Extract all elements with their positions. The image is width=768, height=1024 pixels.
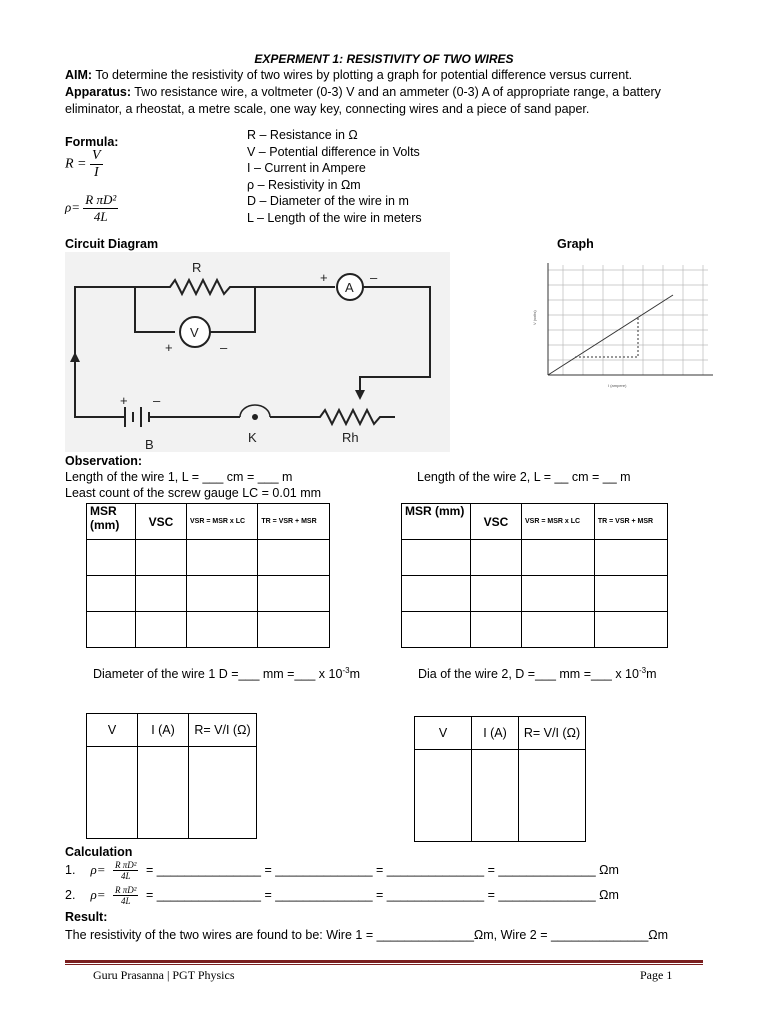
diameter-wire-2-exp: -3: [638, 666, 647, 675]
diameter-wire-2: [418, 666, 657, 681]
label-ammeter-plus: +: [320, 270, 328, 285]
calc-row-2-blanks: = _______________ = ______________ = ______________ = ______________ Ωm: [145, 887, 619, 902]
circuit-label: Circuit Diagram: [65, 237, 159, 251]
calc-row-2-lhs: ρ=: [90, 886, 106, 902]
footer-author: Guru Prasanna | PGT Physics: [93, 968, 235, 982]
cell[interactable]: [522, 576, 595, 612]
table-row: [87, 747, 257, 839]
vi-graph: [528, 255, 718, 390]
legend-i: I – Current in Ampere: [247, 161, 366, 175]
length-wire-1: Length of the wire 1, L = ___ cm = ___ m: [65, 470, 293, 484]
table-row: [87, 714, 257, 747]
least-count: Least count of the screw gauge LC = 0.01 mm: [65, 486, 322, 500]
table-row: [402, 612, 668, 648]
graph-x-label: I (ampere): [608, 383, 627, 388]
cell[interactable]: [187, 576, 258, 612]
formula-rho-lhs: ρ=: [65, 199, 81, 215]
vi-table-1: [86, 713, 257, 839]
table-row: [87, 576, 330, 612]
circuit-diagram: [65, 252, 450, 452]
apparatus-text: Two resistance wire, a voltmeter (0-3) V and an ammeter (0-3) A of appropriate range, a battery eliminator, a rheostat, a metre scale, one way key, connecting wires and a piece of sand paper.: [65, 85, 661, 116]
formula-rho: [65, 192, 118, 225]
label-voltmeter-plus: +: [165, 340, 173, 355]
table-row: [402, 504, 668, 540]
label-b: B: [145, 437, 154, 452]
header-vsc: VSC: [136, 504, 187, 540]
diameter-wire-1-unit: m: [349, 667, 360, 682]
diameter-wire-1-exp: -3: [342, 666, 350, 675]
header-msr: MSR (mm): [402, 504, 471, 540]
cell[interactable]: [87, 747, 138, 839]
legend-r: R – Resistance in Ω: [247, 128, 358, 142]
cell[interactable]: [594, 540, 667, 576]
diameter-wire-2-text: Dia of the wire 2, D =___ mm =___ x 10: [418, 667, 639, 682]
formula-r: [65, 148, 103, 181]
cell[interactable]: [87, 540, 136, 576]
cell[interactable]: [471, 540, 522, 576]
screw-gauge-table-1: [86, 503, 330, 648]
header-r: R= V/I (Ω): [519, 717, 586, 750]
circuit-background: [65, 252, 450, 452]
aim-label: AIM:: [65, 68, 93, 82]
cell[interactable]: [402, 576, 471, 612]
footer-divider: [65, 960, 703, 963]
length-wire-2: Length of the wire 2, L = __ cm = __ m: [417, 470, 631, 484]
cell[interactable]: [472, 750, 519, 842]
key-dot: [252, 414, 258, 420]
cell[interactable]: [258, 612, 330, 648]
label-a: A: [345, 280, 354, 295]
calc-row-2-den: 4L: [120, 896, 131, 906]
table-row: [415, 717, 586, 750]
cell[interactable]: [415, 750, 472, 842]
calc-row-2-number: 2.: [65, 887, 76, 902]
cell[interactable]: [87, 612, 136, 648]
diameter-wire-1-text: Diameter of the wire 1 D =___ mm =___ x 10: [93, 667, 343, 682]
calc-row-1-lhs: ρ=: [90, 861, 106, 877]
table-row: [402, 576, 668, 612]
header-msr: MSR (mm): [87, 504, 136, 540]
header-v: V: [415, 717, 472, 750]
formula-rho-num: R πD²: [85, 192, 117, 207]
calculation-label: Calculation: [65, 845, 133, 859]
header-r: R= V/I (Ω): [189, 714, 257, 747]
header-vsr: VSR = MSR x LC: [187, 504, 258, 540]
aim: [65, 67, 705, 84]
formula-legend: [247, 127, 422, 226]
header-i: I (A): [138, 714, 189, 747]
calc-row-1-den: 4L: [120, 871, 131, 881]
cell[interactable]: [136, 576, 187, 612]
header-i: I (A): [472, 717, 519, 750]
legend-d: D – Diameter of the wire in m: [247, 194, 409, 208]
page-title: EXPERMENT 1: RESISTIVITY OF TWO WIRES: [254, 52, 514, 66]
cell[interactable]: [258, 540, 330, 576]
vi-table-2: [414, 716, 586, 842]
calculation-row-2: [65, 885, 619, 906]
formula-label: Formula:: [65, 135, 119, 149]
calc-row-1-num: R πD²: [114, 860, 137, 870]
diameter-wire-2-unit: m: [646, 667, 657, 682]
cell[interactable]: [522, 612, 595, 648]
graph-y-label: V (volts): [532, 310, 537, 325]
label-battery-plus: +: [120, 393, 128, 408]
cell[interactable]: [471, 612, 522, 648]
formula-r-den: I: [93, 165, 99, 180]
table-row: [87, 612, 330, 648]
cell[interactable]: [402, 540, 471, 576]
aim-text: To determine the resistivity of two wires by plotting a graph for potential difference versus current.: [92, 68, 633, 82]
cell[interactable]: [258, 576, 330, 612]
screw-gauge-table-2: [401, 503, 668, 648]
calc-row-2-num: R πD²: [114, 885, 137, 895]
cell[interactable]: [136, 612, 187, 648]
cell[interactable]: [189, 747, 257, 839]
label-ammeter-minus: –: [370, 270, 378, 285]
calculation-row-1: [65, 860, 619, 881]
label-k: K: [248, 430, 257, 445]
formula-r-num: V: [92, 148, 101, 163]
footer-divider-thin: [65, 964, 703, 965]
result-text: The resistivity of the two wires are found to be: Wire 1 = ______________Ωm, Wire 2 = ______________Ωm: [65, 928, 669, 942]
cell[interactable]: [594, 576, 667, 612]
observation-label: Observation:: [65, 454, 143, 468]
table-row: [415, 750, 586, 842]
label-r: R: [192, 260, 202, 275]
header-tr: TR = VSR + MSR: [594, 504, 667, 540]
table-row: [87, 540, 330, 576]
label-voltmeter-minus: –: [220, 340, 228, 355]
formula-rho-den: 4L: [93, 209, 108, 224]
legend-v: V – Potential difference in Volts: [247, 144, 420, 159]
label-rh: Rh: [342, 430, 359, 445]
cell[interactable]: [187, 612, 258, 648]
cell[interactable]: [522, 540, 595, 576]
header-vsr: VSR = MSR x LC: [522, 504, 595, 540]
result-label: Result:: [65, 910, 108, 924]
calc-row-1-number: 1.: [65, 862, 76, 877]
page-number: Page 1: [640, 968, 673, 982]
table-row: [402, 540, 668, 576]
label-battery-minus: –: [153, 393, 161, 408]
diameter-wire-1: [93, 666, 360, 681]
cell[interactable]: [138, 747, 189, 839]
apparatus-label: Apparatus:: [65, 85, 131, 99]
header-vsc: VSC: [471, 504, 522, 540]
cell[interactable]: [594, 612, 667, 648]
cell[interactable]: [136, 540, 187, 576]
graph-label: Graph: [557, 237, 594, 251]
cell[interactable]: [187, 540, 258, 576]
formula-r-lhs: R =: [65, 156, 87, 172]
graph-gridlines: [548, 265, 708, 375]
cell[interactable]: [402, 612, 471, 648]
header-tr: TR = VSR + MSR: [258, 504, 330, 540]
cell[interactable]: [471, 576, 522, 612]
calc-row-1-blanks: = _______________ = ______________ = ______________ = ______________ Ωm: [145, 862, 619, 877]
apparatus: [65, 84, 705, 118]
legend-rho: ρ – Resistivity in Ωm: [247, 177, 361, 192]
cell[interactable]: [87, 576, 136, 612]
label-v: V: [190, 325, 199, 340]
header-v: V: [87, 714, 138, 747]
legend-l: L – Length of the wire in meters: [247, 210, 422, 225]
table-row: [87, 504, 330, 540]
cell[interactable]: [519, 750, 586, 842]
graph-line: [548, 295, 673, 375]
